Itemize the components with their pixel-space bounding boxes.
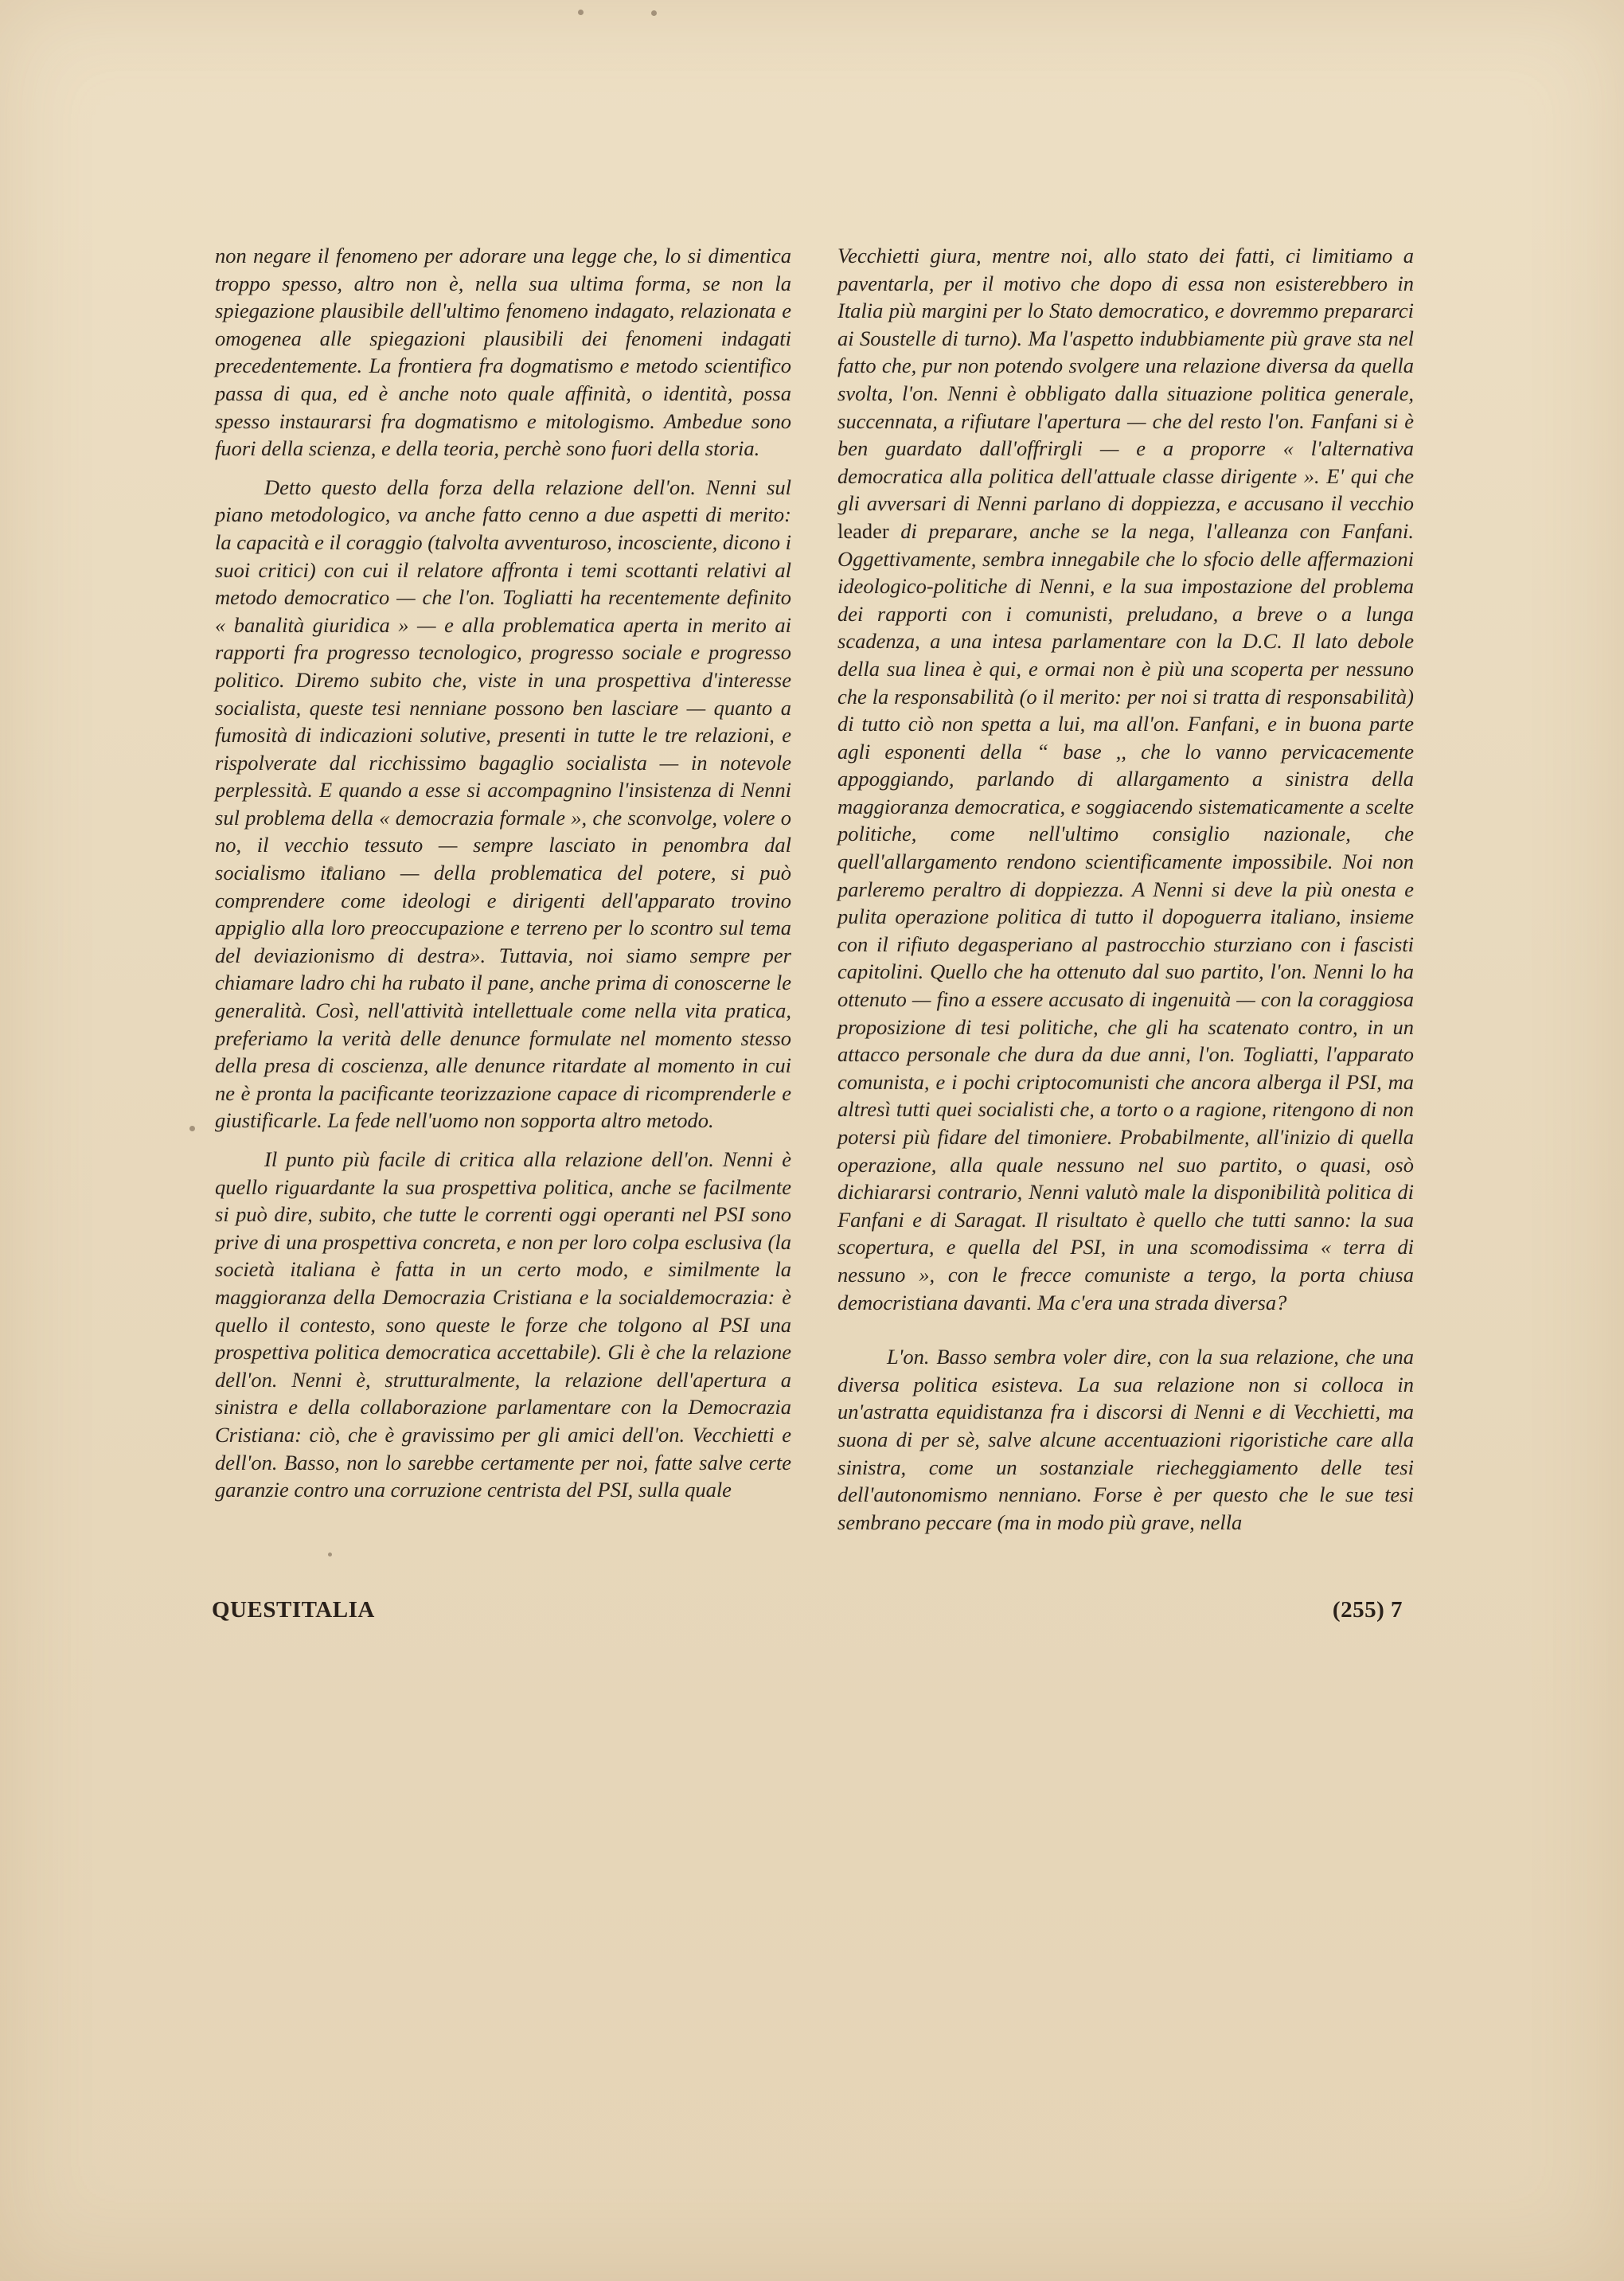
journal-name: QUESTITALIA bbox=[212, 1597, 375, 1623]
paragraph-text: di preparare, anche se la nega, l'alleanza con Fanfani. Oggettivamente, sembra innegabile che lo sfocio delle affermazioni ideologico-politiche di Nenni, e la sua impostazione del problema dei rapporti con i comunisti, preludano, a breve o a lunga scadenza, a una intesa parlamentare con la D.C. Il lato debole della sua linea è qui, e ormai non è più una scoperta per nessuno che la responsabilità (o il merito: per noi si tratta di responsabilità) di tutto ciò non spetta a lui, ma all'on. Fanfani, e in buona parte agli esponenti della “ base ,, che lo vanno pervicacemente appoggiando, parlando di allargamento a sinistra della maggioranza democratica, e soggiacendo sistematicamente a scelte politiche, come nell'ultimo consiglio nazionale, che quell'allargamento rendono scientificamente impossibile. Noi non parleremo peraltro di doppiezza. A Nenni si deve la più onesta e pulita operazione politica di tutto il dopoguerra italiano, insieme con il rifiuto degasperiano al pastrocchio sturziano con i fascisti capitolini. Quello che ha ottenuto dal suo partito, l'on. Nenni lo ha ottenuto — fino a essere accusato di ingenuità — con la coraggiosa proposizione di tesi politiche, che gli ha scatenato contro, in un attacco personale che dura da due anni, l'on. Togliatti, l'apparato comunista, e i pochi criptocomunisti che ancora alberga il PSI, ma altresì tutti quei socialisti che, a torto o a ragione, ritengono di non potersi più fidare del timoniere. Probabilmente, all'inizio di quella operazione, alla quale nessuno nel suo partito, o quasi, osò dichiararsi contrario, Nenni valutò male la disponibilità politica di Fanfani e di Saragat. Il risultato è quello che tutti sanno: la sua scopertura, e quella del PSI, in una scomodissima « terra di nessuno », con le frecce comuniste a tergo, la porta chiusa democristiana davanti. Ma c'era una strada diversa? bbox=[837, 518, 1415, 1314]
page-number: (255) 7 bbox=[1332, 1597, 1403, 1623]
paper-speck bbox=[578, 10, 584, 15]
paragraph: non negare il fenomeno per adorare una legge che, lo si dimentica troppo spesso, altro non è, nella sua ultima forma, se non la spiegazione plausibile dell'ultimo fenomeno indagato, relazionata e omogenea alle spiegazioni plausibili dei fenomeni indagati precedentemente. La frontiera fra dogmatismo e metodo scientifico passa di qua, ed è anche noto quale affinità, o identità, possa spesso instaurarsi fra dogmatismo e mitologismo. Ambedue sono fuori della scienza, e della teoria, perchè sono fuori della storia. bbox=[215, 244, 791, 461]
paragraph: Il punto più facile di critica alla relazione dell'on. Nenni è quello riguardante la sua prospettiva politica, anche se facilmente si può dire, subito, che tutte le correnti oggi operanti nel PSI sono prive di una prospettiva concreta, e non per loro colpa esclusiva (la società italiana è fatta in un certo modo, e similmente la maggioranza della Democrazia Cristiana e la socialdemocrazia: è quello il contesto, sono queste le forze che tolgono al PSI una prospettiva politica democratica accettabile). Gli è che la relazione dell'on. Nenni è, strutturalmente, la relazione dell'apertura a sinistra e della collaborazione parlamentare con la Democrazia Cristiana: ciò, che è gravissimo per gli amici dell'on. Vecchietti e dell'on. Basso, non lo sarebbe certamente per noi, fatte salve certe garanzie contro una corruzione centrista del PSI, sulla quale bbox=[215, 1147, 791, 1502]
paper-speck bbox=[328, 1553, 332, 1556]
paper-speck bbox=[189, 1126, 195, 1131]
paragraph: L'on. Basso sembra voler dire, con la sua relazione, che una diversa politica esisteva. La sua relazione non si colloca in un'astratta equidistanza fra i discorsi di Nenni e di Vecchietti, ma suona di per sè, salve alcune accentuazioni rigoristiche care alla sinistra, come un sostanziale riecheggiamento delle tesi dell'autonomismo nenniano. Forse è per questo che le sue tesi sembrano peccare (ma in modo più grave, nella bbox=[837, 1345, 1414, 1534]
paper-speck bbox=[651, 10, 657, 16]
foreign-word: leader bbox=[837, 518, 889, 543]
paragraph bbox=[837, 242, 1414, 1316]
left-column bbox=[215, 242, 791, 1504]
paragraph: Detto questo della forza della relazione dell'on. Nenni sul piano metodologico, va anche fatto cenno a due aspetti di merito: la capacità e il coraggio (talvolta avventuroso, incosciente, dicono i suoi critici) con cui il relatore affronta i temi scottanti relativi al metodo democratico — che l'on. Togliatti ha recentemente definito « banalità giuridica » — e alla problematica aperta in merito ai rapporti fra progresso tecnologico, progresso sociale e progresso politico. Diremo subito che, viste in una prospettiva d'interesse socialista, queste tesi nenniane possono ben lasciare — quanto a fumosità di indicazioni solutive, presenti in tutte le tre relazioni, e rispolverate dal ricchissimo bagaglio socialista — in notevole perplessità. E quando a esse si accompagnino l'insistenza di Nenni sul problema della « democrazia formale », che sconvolge, volere o no, il vecchio tessuto — sempre lasciato in penombra dal socialismo italiano — della problematica del potere, si può comprendere come ideologi e dirigenti dell'apparato trovino appiglio alla loro preoccupazione e terreno per lo scontro sul tema del deviazionismo di destra». Tuttavia, noi siamo sempre per chiamare ladro chi ha rubato il pane, anche prima di conoscerne le generalità. Così, nell'attività intellettuale come nella vita pratica, preferiamo la verità delle denunce formulate nel momento stesso della presa di coscienza, alle denunce ritardate al momento in cui ne è pronta la pacificante teorizzazione capace di ricomprenderle e giustificarle. La fede nell'uomo non sopporta altro metodo. bbox=[215, 475, 791, 1133]
right-column bbox=[837, 242, 1414, 1536]
paragraph-text: Vecchietti giura, mentre noi, allo stato dei fatti, ci limitiamo a paventarla, per il motivo che dopo di essa non esisterebbero in Italia più margini per lo Stato democratico, e dovremmo prepararci ai Soustelle di turno). Ma l'aspetto indubbiamente più grave sta nel fatto che, pur non potendo svolgere una relazione diversa da quella svolta, l'on. Nenni è obbligato dalla situazione politica generale, succennata, a rifiutare l'apertura — che del resto l'on. Fanfani si è ben guardato dall'offrirgli — e a proporre « l'alternativa democratica alla politica dell'attuale classe dirigente ». E' qui che gli avversari di Nenni parlano di doppiezza, e accusano il vecchio bbox=[837, 244, 1414, 516]
